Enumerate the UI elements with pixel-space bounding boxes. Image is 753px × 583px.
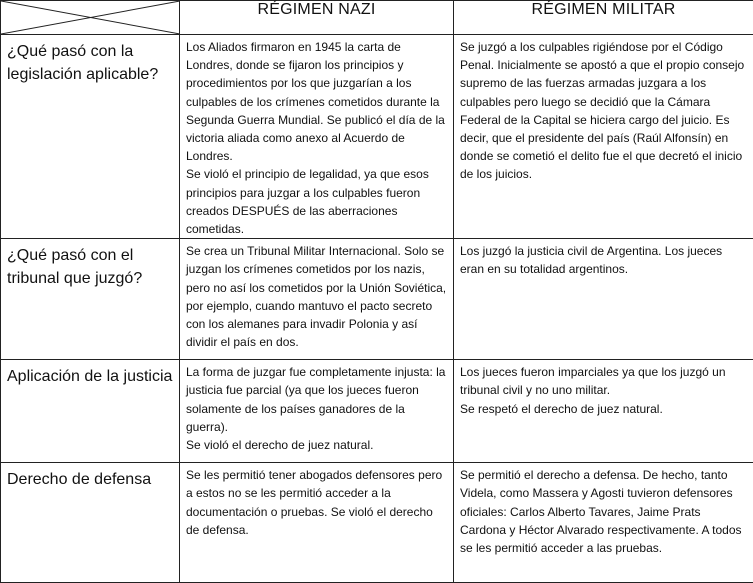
paragraph: Se violó el derecho de juez natural. xyxy=(186,436,449,454)
cell-nazi-legislacion xyxy=(180,35,454,239)
paragraph: La forma de juzgar fue completamente injusta: la justicia fue parcial (ya que los jueces fueron solamente de los países ganadores de la guerra). xyxy=(186,363,449,436)
table-row xyxy=(1,360,753,463)
row-header-legislacion: ¿Qué pasó con la legislación aplicable? xyxy=(1,35,180,239)
paragraph: Los Aliados firmaron en 1945 la carta de Londres, donde se fijaron los principios y procedimientos por los que juzgarían a los culpables de los crímenes cometidos durante la Segunda Guerra Mundial. Se publicó el día de la victoria aliada como anexo al Acuerdo de Londres. xyxy=(186,38,449,165)
cell-militar-justicia xyxy=(454,360,753,463)
diagonal-cross-icon xyxy=(1,1,180,34)
paragraph: Se juzgó a los culpables rigiéndose por el Código Penal. Inicialmente se apostó a que el propio consejo supremo de las fuerzas armadas juzgara a los culpables pero luego se decidió que la Cámara Federal de la Capital se hiciera cargo del juicio. Es decir, que el presidente del país (Raúl Alfonsín) en donde se cometió el delito fue el que decretó el inicio de los juicios. xyxy=(460,38,749,184)
paragraph: Se violó el principio de legalidad, ya que esos principios para juzgar a los culpables fueron creados DESPUÉS de las aberraciones cometidas. xyxy=(186,165,449,238)
cell-militar-tribunal xyxy=(454,239,753,360)
corner-cell xyxy=(1,1,180,35)
paragraph: Se crea un Tribunal Militar Internacional. Solo se juzgan los crímenes cometidos por los nazis, pero no así los cometidos por la Unión Soviética, por ejemplo, cuando mantuvo el pacto secreto con los alemanes para invadir Polonia y así dividir el país en dos. xyxy=(186,242,449,351)
cell-nazi-justicia xyxy=(180,360,454,463)
header-row xyxy=(1,1,753,35)
row-header-tribunal: ¿Qué pasó con el tribunal que juzgó? xyxy=(1,239,180,360)
cell-militar-defensa xyxy=(454,463,753,583)
table-row xyxy=(1,239,753,360)
cell-militar-legislacion xyxy=(454,35,753,239)
table-row xyxy=(1,35,753,239)
table-row xyxy=(1,463,753,583)
column-header-militar: RÉGIMEN MILITAR xyxy=(454,1,753,35)
paragraph: Se respetó el derecho de juez natural. xyxy=(460,400,749,418)
cell-nazi-tribunal xyxy=(180,239,454,360)
paragraph: Se les permitió tener abogados defensores pero a estos no se les permitió acceder a la documentación o pruebas. Se violó el derecho de defensa. xyxy=(186,466,449,539)
paragraph: Los jueces fueron imparciales ya que los juzgó un tribunal civil y no uno militar. xyxy=(460,363,749,399)
cell-nazi-defensa xyxy=(180,463,454,583)
column-header-nazi: RÉGIMEN NAZI xyxy=(180,1,454,35)
paragraph: Los juzgó la justicia civil de Argentina. Los jueces eran en su totalidad argentinos. xyxy=(460,242,749,278)
paragraph: Se permitió el derecho a defensa. De hecho, tanto Videla, como Massera y Agosti tuvieron defensores oficiales: Carlos Alberto Tavares, Jaime Prats Cardona y Héctor Alvarado respectivamente. A todos se les permitió acceder a las pruebas. xyxy=(460,466,749,557)
row-header-justicia: Aplicación de la justicia xyxy=(1,360,180,463)
row-header-defensa: Derecho de defensa xyxy=(1,463,180,583)
